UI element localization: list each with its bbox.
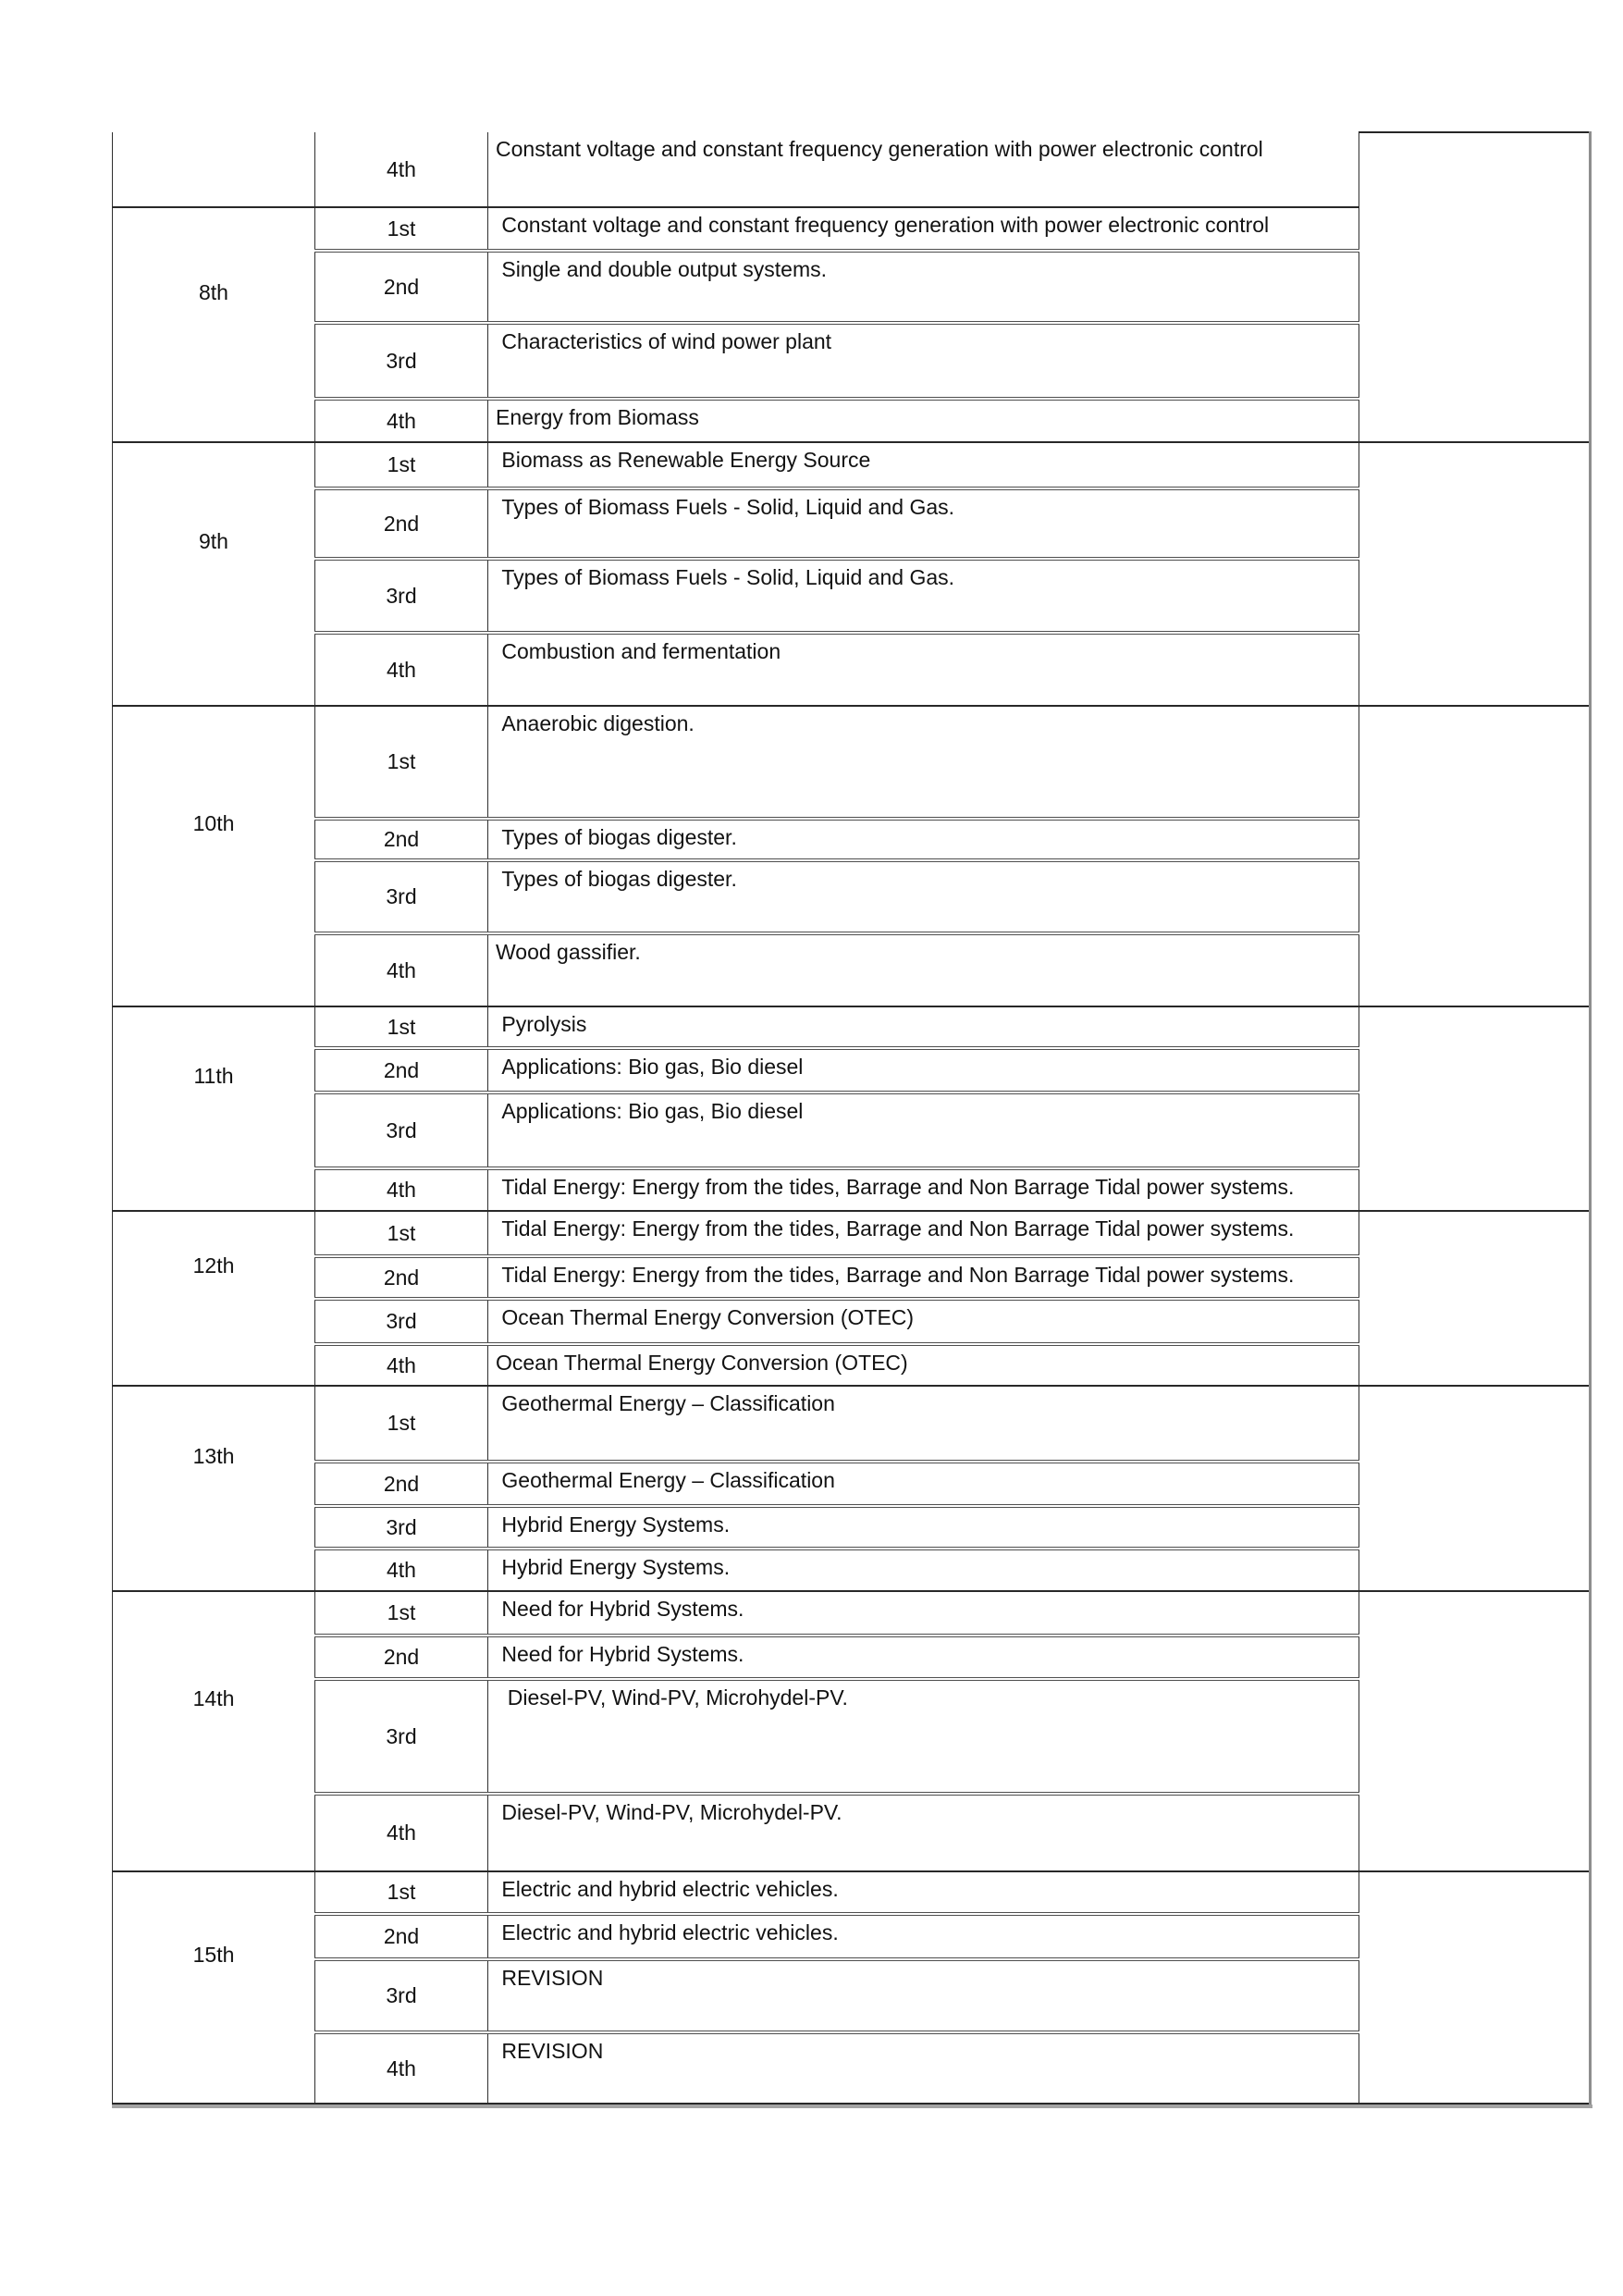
- period-cell: 2nd: [315, 251, 488, 323]
- topic-cell: Types of biogas digester.: [488, 860, 1359, 933]
- period-cell: 4th: [315, 2032, 488, 2104]
- topic-cell: Constant voltage and constant frequency generation with power electronic control: [488, 207, 1359, 251]
- topic-cell: Diesel-PV, Wind-PV, Microhydel-PV.: [488, 1679, 1359, 1794]
- topic-cell: Pyrolysis: [488, 1006, 1359, 1048]
- week-cell: 11th: [113, 1006, 315, 1211]
- topic-cell: Single and double output systems.: [488, 251, 1359, 323]
- table-row: [113, 706, 1591, 819]
- period-cell: 2nd: [315, 1048, 488, 1092]
- table-row: [113, 1006, 1591, 1048]
- topic-cell: Tidal Energy: Energy from the tides, Barrage and Non Barrage Tidal power systems.: [488, 1256, 1359, 1299]
- note-cell: [1359, 706, 1591, 1006]
- week-cell: 15th: [113, 1871, 315, 2104]
- topic-cell: Ocean Thermal Energy Conversion (OTEC): [488, 1299, 1359, 1344]
- week-cell: 14th: [113, 1591, 315, 1871]
- period-cell: 1st: [315, 1006, 488, 1048]
- topic-cell: Tidal Energy: Energy from the tides, Barrage and Non Barrage Tidal power systems.: [488, 1211, 1359, 1256]
- week-cell: 10th: [113, 706, 315, 1006]
- period-cell: 4th: [315, 1168, 488, 1211]
- topic-cell: Hybrid Energy Systems.: [488, 1506, 1359, 1549]
- topic-cell: Wood gassifier.: [488, 933, 1359, 1006]
- topic-cell: Applications: Bio gas, Bio diesel: [488, 1092, 1359, 1168]
- period-cell: 3rd: [315, 1092, 488, 1168]
- topic-cell: Electric and hybrid electric vehicles.: [488, 1914, 1359, 1959]
- period-cell: 3rd: [315, 1506, 488, 1549]
- topic-cell: Applications: Bio gas, Bio diesel: [488, 1048, 1359, 1092]
- note-cell: [1359, 132, 1591, 442]
- topic-cell: Geothermal Energy – Classification: [488, 1462, 1359, 1506]
- topic-cell: REVISION: [488, 2032, 1359, 2104]
- table-row: [113, 1871, 1591, 1914]
- period-cell: 1st: [315, 442, 488, 488]
- topic-cell: Biomass as Renewable Energy Source: [488, 442, 1359, 488]
- note-cell: [1359, 442, 1591, 706]
- period-cell: 2nd: [315, 1914, 488, 1959]
- week-cell: 13th: [113, 1386, 315, 1591]
- table-row: [113, 1591, 1591, 1636]
- note-cell: [1359, 1386, 1591, 1591]
- table-row: [113, 1386, 1591, 1462]
- period-cell: 2nd: [315, 819, 488, 860]
- topic-cell: Anaerobic digestion.: [488, 706, 1359, 819]
- period-cell: 2nd: [315, 1462, 488, 1506]
- week-cell: [113, 132, 315, 207]
- period-cell: 2nd: [315, 1636, 488, 1679]
- note-cell: [1359, 1211, 1591, 1386]
- topic-cell: Ocean Thermal Energy Conversion (OTEC): [488, 1344, 1359, 1386]
- period-cell: 4th: [315, 1794, 488, 1871]
- table-bottom-shadow: [112, 2105, 1592, 2108]
- period-cell: 1st: [315, 1591, 488, 1636]
- period-cell: 1st: [315, 1211, 488, 1256]
- note-cell: [1359, 1006, 1591, 1211]
- week-cell: 12th: [113, 1211, 315, 1386]
- topic-cell: Diesel-PV, Wind-PV, Microhydel-PV.: [488, 1794, 1359, 1871]
- period-cell: 4th: [315, 1549, 488, 1591]
- topic-cell: Energy from Biomass: [488, 399, 1359, 442]
- period-cell: 2nd: [315, 488, 488, 559]
- period-cell: 3rd: [315, 860, 488, 933]
- topic-cell: Hybrid Energy Systems.: [488, 1549, 1359, 1591]
- topic-cell: Characteristics of wind power plant: [488, 323, 1359, 399]
- period-cell: 1st: [315, 207, 488, 251]
- period-cell: 3rd: [315, 559, 488, 633]
- period-cell: 4th: [315, 633, 488, 706]
- period-cell: 4th: [315, 933, 488, 1006]
- period-cell: 1st: [315, 1386, 488, 1462]
- period-cell: 2nd: [315, 1256, 488, 1299]
- period-cell: 3rd: [315, 1959, 488, 2032]
- topic-cell: Tidal Energy: Energy from the tides, Barrage and Non Barrage Tidal power systems.: [488, 1168, 1359, 1211]
- table-row: [113, 442, 1591, 488]
- period-cell: 4th: [315, 399, 488, 442]
- lesson-plan-table: [112, 131, 1592, 2105]
- topic-cell: Types of biogas digester.: [488, 819, 1359, 860]
- period-cell: 3rd: [315, 323, 488, 399]
- topic-cell: Constant voltage and constant frequency generation with power electronic control: [488, 132, 1359, 207]
- table-row: [113, 1211, 1591, 1256]
- period-cell: 1st: [315, 1871, 488, 1914]
- period-cell: 4th: [315, 1344, 488, 1386]
- topic-cell: Combustion and fermentation: [488, 633, 1359, 706]
- topic-cell: Need for Hybrid Systems.: [488, 1636, 1359, 1679]
- period-cell: 1st: [315, 706, 488, 819]
- topic-cell: Types of Biomass Fuels - Solid, Liquid and Gas.: [488, 488, 1359, 559]
- topic-cell: Electric and hybrid electric vehicles.: [488, 1871, 1359, 1914]
- period-cell: 4th: [315, 132, 488, 207]
- topic-cell: REVISION: [488, 1959, 1359, 2032]
- period-cell: 3rd: [315, 1679, 488, 1794]
- period-cell: 3rd: [315, 1299, 488, 1344]
- topic-cell: Need for Hybrid Systems.: [488, 1591, 1359, 1636]
- topic-cell: Geothermal Energy – Classification: [488, 1386, 1359, 1462]
- table-row: [113, 132, 1591, 207]
- note-cell: [1359, 1871, 1591, 2104]
- note-cell: [1359, 1591, 1591, 1871]
- week-cell: 9th: [113, 442, 315, 706]
- topic-cell: Types of Biomass Fuels - Solid, Liquid and Gas.: [488, 559, 1359, 633]
- week-cell: 8th: [113, 207, 315, 442]
